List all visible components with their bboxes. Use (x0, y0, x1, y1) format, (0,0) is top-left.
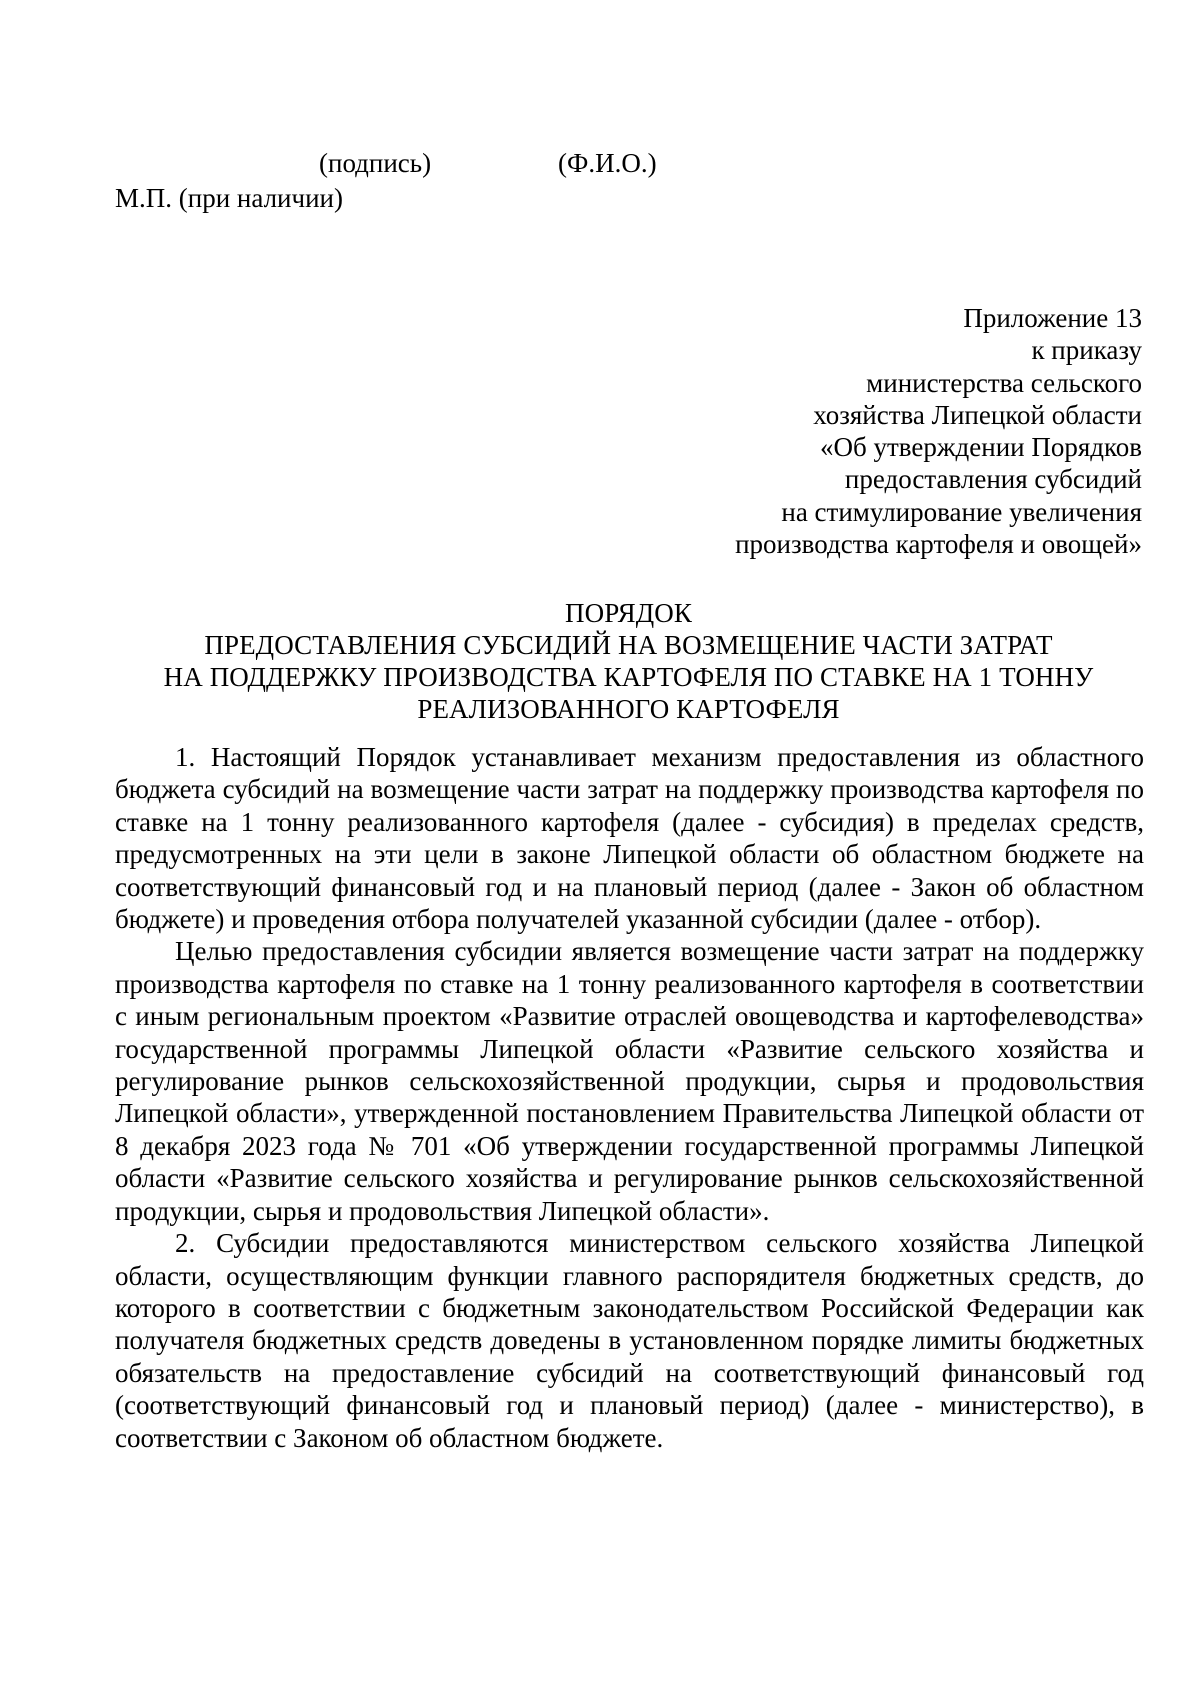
stamp-label: М.П. (при наличии) (115, 183, 343, 213)
title-line: НА ПОДДЕРЖКУ ПРОИЗВОДСТВА КАРТОФЕЛЯ ПО СТАВКЕ НА 1 ТОННУ (163, 662, 1094, 692)
paragraph: Целью предоставления субсидии является возмещение части затрат на поддержку производства картофеля по ставке на 1 тонну реализованного картофеля в соответствии с иным региональным проектом «Развитие отраслей овощеводства и картофелеводства» государственной программы Липецкой области «Развитие сельского хозяйства и регулирование рынков сельскохозяйственной продукции, сырья и продовольствия Липецкой области», утвержденной постановлением Правительства Липецкой области от 8 декабря 2023 года № 701 «Об утверждении государственной программы Липецкой области «Развитие сельского хозяйства и регулирование рынков сельскохозяйственной продукции, сырья и продовольствия Липецкой области». (115, 936, 1144, 1226)
document-title (115, 597, 1142, 725)
appendix-line: производства картофеля и овощей» (735, 529, 1142, 560)
document-body (115, 741, 1144, 1454)
appendix-line: министерства сельского (866, 367, 1142, 398)
title-line: РЕАЛИЗОВАННОГО КАРТОФЕЛЯ (417, 694, 840, 724)
title-line: ПРЕДОСТАВЛЕНИЯ СУБСИДИЙ НА ВОЗМЕЩЕНИЕ ЧАСТИ ЗАТРАТ (204, 630, 1053, 660)
appendix-line: к приказу (1031, 335, 1142, 366)
appendix-line: на стимулирование увеличения (781, 496, 1142, 527)
title-line: ПОРЯДОК (565, 598, 692, 628)
signature-label: (подпись) (319, 148, 432, 178)
paragraph: 2. Субсидии предоставляются министерством сельского хозяйства Липецкой области, осуществляющим функции главного распорядителя бюджетных средств, до которого в соответствии с бюджетным законодательством Российской Федерации как получателя бюджетных средств доведены в установленном порядке лимиты бюджетных обязательств на предоставление субсидий на соответствующий финансовый год (соответствующий финансовый год и плановый период) (далее - министерство), в соответствии с Законом об областном бюджете. (115, 1228, 1144, 1453)
appendix-line: хозяйства Липецкой области (813, 399, 1142, 430)
appendix-line: «Об утверждении Порядков (820, 432, 1142, 463)
appendix-reference (542, 302, 1142, 560)
appendix-line: Приложение 13 (963, 303, 1142, 333)
appendix-line: предоставления субсидий (844, 464, 1142, 495)
full-name-label: (Ф.И.О.) (558, 148, 657, 178)
signature-labels (0, 146, 1200, 180)
paragraph: 1. Настоящий Порядок устанавливает механизм предоставления из областного бюджета субсидий на возмещение части затрат на поддержку производства картофеля по ставке на 1 тонну реализованного картофеля (далее - субсидия) в пределах средств, предусмотренных на эти цели в законе Липецкой области об областном бюджете на соответствующий финансовый год и на плановый период (далее - Закон об областном бюджете) и проведения отбора получателей указанной субсидии (далее - отбор). (115, 742, 1144, 935)
